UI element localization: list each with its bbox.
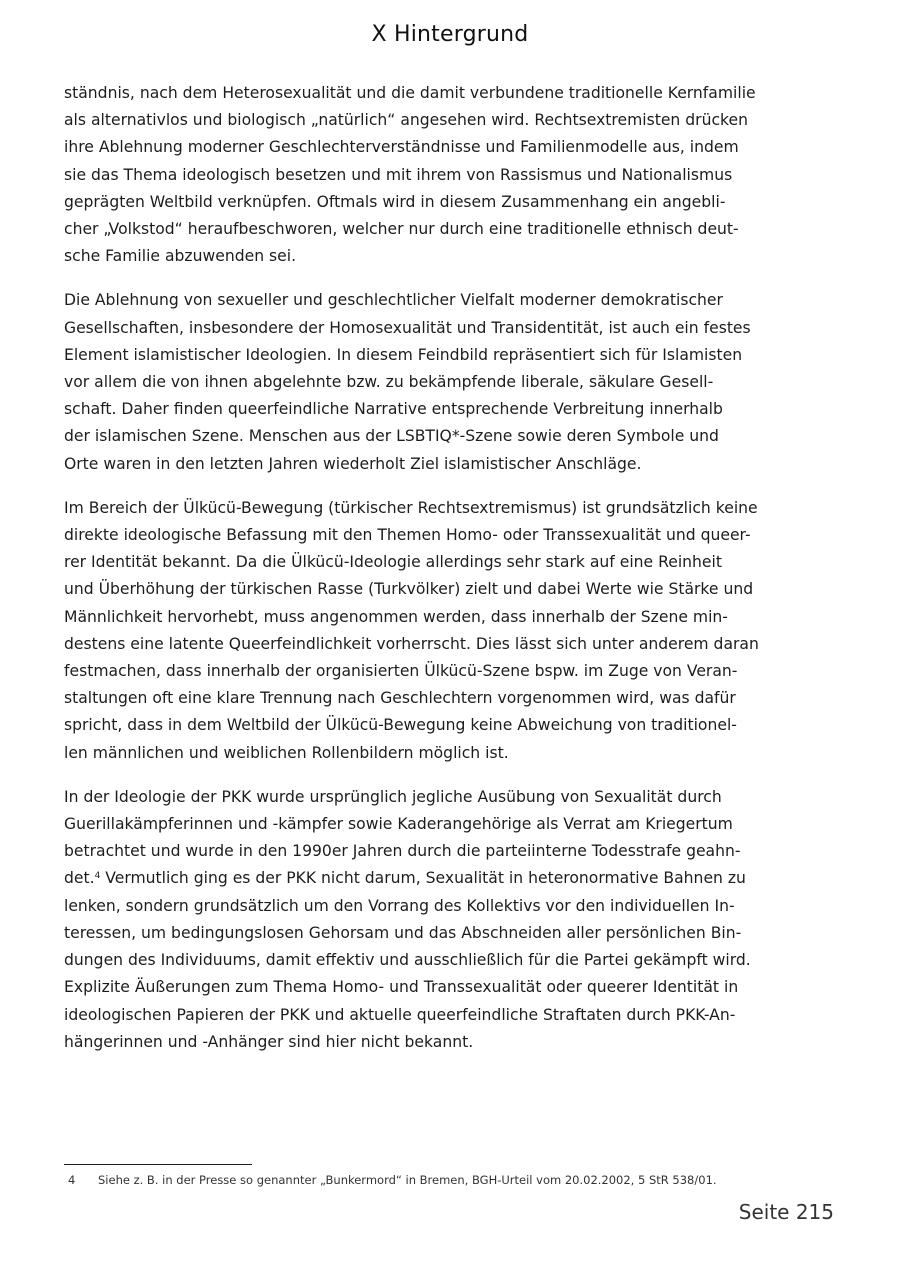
footnote-number: 4	[68, 1173, 76, 1187]
text-line-with-footnote	[64, 865, 794, 892]
footnote-text: Siehe z. B. in der Presse so genannter „Bunkermord“ in Bremen, BGH-Urteil vom 20.02.2002, 5 StR 538/01.	[98, 1173, 717, 1187]
text-line: sche Familie abzuwenden sei.	[64, 247, 297, 266]
text-line: ihre Ablehnung moderner Geschlechterverständnisse und Familienmodelle aus, indem	[64, 138, 739, 157]
text-line: Die Ablehnung von sexueller und geschlechtlicher Vielfalt moderner demokratischer	[64, 291, 723, 310]
footnote-reference[interactable]: 4	[94, 871, 101, 882]
text-line: ständnis, nach dem Heterosexualität und die damit verbundene traditionelle Kernfamilie	[64, 84, 756, 102]
text-line: der islamischen Szene. Menschen aus der LSBTIQ*-Szene sowie deren Symbole und	[64, 427, 719, 446]
page-number: Seite 215	[738, 1200, 834, 1224]
footnote	[64, 1172, 804, 1188]
page-header-title: X Hintergrund	[371, 22, 529, 47]
body-text	[64, 80, 794, 1073]
text-line: ideologischen Papieren der PKK und aktuelle queerfeindliche Straftaten durch PKK-An-	[64, 1005, 736, 1024]
text-line: betrachtet und wurde in den 1990er Jahren durch die parteiinterne Todesstrafe geahn-	[64, 842, 741, 861]
text-line: Männlichkeit hervorhebt, muss angenommen werden, dass innerhalb der Szene min-	[64, 607, 728, 626]
text-line: vor allem die von ihnen abgelehnte bzw. zu bekämpfende liberale, säkulare Gesell-	[64, 373, 714, 392]
text-fragment: Vermutlich ging es der PKK nicht darum, Sexualität in heteronormative Bahnen zu	[100, 869, 746, 888]
paragraph-1	[64, 80, 794, 270]
text-line: geprägten Weltbild verknüpfen. Oftmals wird in diesem Zusammenhang ein angebli-	[64, 192, 726, 211]
text-line: Explizite Äußerungen zum Thema Homo- und Transsexualität oder queerer Identität in	[64, 978, 739, 997]
text-line: Element islamistischer Ideologien. In diesem Feindbild repräsentiert sich für Islamisten	[64, 345, 743, 364]
text-line: Im Bereich der Ülkücü-Bewegung (türkischer Rechtsextremismus) ist grundsätzlich keine	[64, 498, 758, 517]
paragraph-3	[64, 495, 794, 767]
text-line: festmachen, dass innerhalb der organisierten Ülkücü-Szene bspw. im Zuge von Veran-	[64, 662, 738, 681]
text-line: hängerinnen und -Anhänger sind hier nicht bekannt.	[64, 1032, 474, 1051]
text-line: staltungen oft eine klare Trennung nach Geschlechtern vorgenommen wird, was dafür	[64, 689, 736, 708]
text-line: teressen, um bedingungslosen Gehorsam und das Abschneiden aller persönlichen Bin-	[64, 923, 742, 942]
text-line: spricht, dass in dem Weltbild der Ülkücü-Bewegung keine Abweichung von traditionel-	[64, 716, 737, 735]
text-line: Orte waren in den letzten Jahren wiederholt Ziel islamistischer Anschläge.	[64, 454, 642, 473]
paragraph-4	[64, 784, 794, 1056]
text-line: cher „Volkstod“ heraufbeschworen, welcher nur durch eine traditionelle ethnisch deut-	[64, 220, 739, 239]
text-line: schaft. Daher finden queerfeindliche Narrative entsprechende Verbreitung innerhalb	[64, 400, 723, 419]
text-line: lenken, sondern grundsätzlich um den Vorrang des Kollektivs vor den individuellen In-	[64, 896, 735, 915]
text-line: destens eine latente Queerfeindlichkeit vorherrscht. Dies lässt sich unter anderem daran	[64, 634, 759, 653]
paragraph-2	[64, 287, 794, 477]
text-line: und Überhöhung der türkischen Rasse (Turkvölker) zielt und dabei Werte wie Stärke und	[64, 580, 754, 599]
text-line: direkte ideologische Befassung mit den Themen Homo- oder Transsexualität und queer-	[64, 526, 751, 545]
footnote-divider	[64, 1164, 252, 1165]
text-line: Guerillakämpferinnen und -kämpfer sowie Kaderangehörige als Verrat am Kriegertum	[64, 815, 733, 834]
text-line: dungen des Individuums, damit effektiv und ausschließlich für die Partei gekämpft wird.	[64, 951, 751, 970]
text-line: rer Identität bekannt. Da die Ülkücü-Ideologie allerdings sehr stark auf eine Reinheit	[64, 553, 722, 572]
text-line: In der Ideologie der PKK wurde ursprünglich jegliche Ausübung von Sexualität durch	[64, 787, 722, 806]
text-line: als alternativlos und biologisch „natürlich“ angesehen wird. Rechtsextremisten drücken	[64, 111, 748, 130]
text-line: Gesellschaften, insbesondere der Homosexualität und Transidentität, ist auch ein festes	[64, 318, 751, 337]
text-line: len männlichen und weiblichen Rollenbildern möglich ist.	[64, 743, 509, 762]
text-fragment: det.	[64, 869, 95, 888]
text-line: sie das Thema ideologisch besetzen und mit ihrem von Rassismus und Nationalismus	[64, 165, 733, 184]
